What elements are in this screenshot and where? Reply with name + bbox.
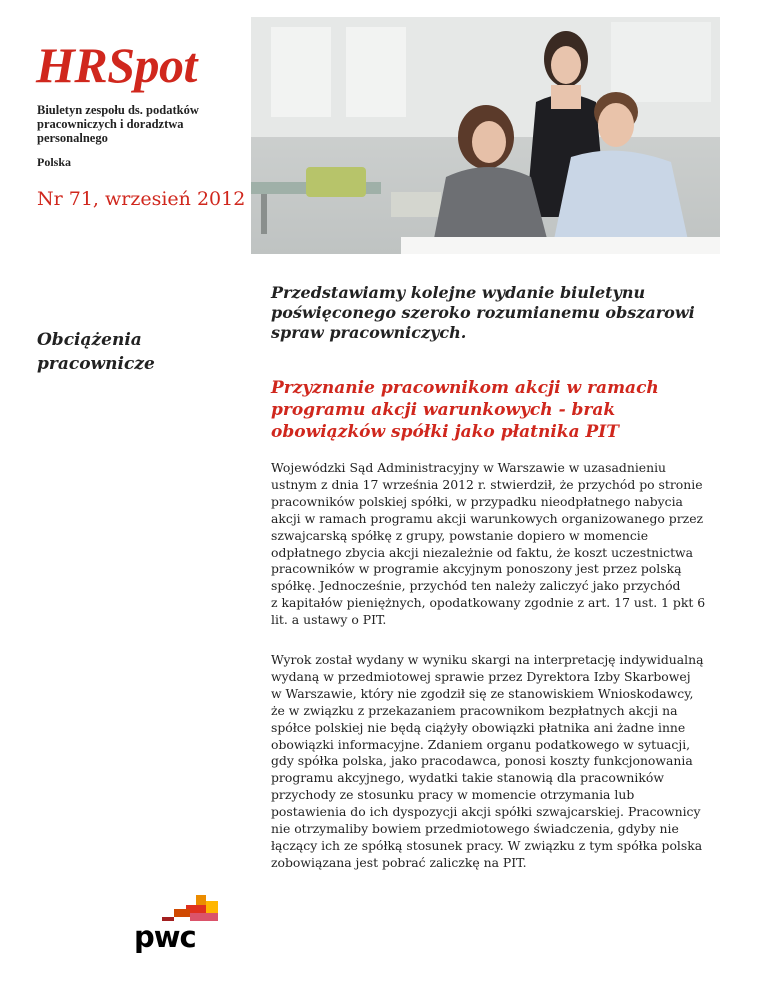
section-label: Obciążenia pracownicze bbox=[37, 330, 155, 374]
article-paragraph-2: Wyrok został wydany w wyniku skargi na interpretację indywidualną wydaną w przedmiotowej sprawie przez Dyrektora Izby Skarbowej w Warszawie, który nie zgodził się ze stanowiskiem Wnioskodawcy, że w związku z przekazaniem pracownikom bezpłatnych akcji na spółce polskiej nie będą ciążyły obowiązki płatnika ani żadne inne obowiązki informacyjne. Zdaniem organu podatkowego w sytuacji, gdy spółka polska, jako pracodawca, ponosi koszty funkcjonowania programu akcyjnego, wydatki takie stanowią dla pracowników przychody ze stosunku pracy w momencie otrzymania lub postawienia do ich dyspozycji akcji spółki szwajcarskiej. Pracownicy nie otrzymaliby bowiem przedmiotowego świadczenia, gdyby nie łączący ich ze spółką stosunek pracy. W związku z tym spółka polska zobowiązana jest pobrać zaliczkę na PIT. bbox=[271, 652, 704, 870]
header-photo bbox=[251, 17, 720, 254]
pwc-logo-text: pwc bbox=[134, 920, 196, 954]
brand-title: HRSpot bbox=[36, 37, 197, 93]
issue-number: Nr 71, wrzesień 2012 bbox=[37, 188, 246, 210]
country-label: Polska bbox=[37, 155, 72, 169]
intro-text: Przedstawiamy kolejne wydanie biuletynu poświęconego szeroko rozumianemu obszarowi spraw pracowniczych. bbox=[271, 283, 695, 342]
article-paragraph-1: Wojewódzki Sąd Administracyjny w Warszawie w uzasadnieniu ustnym z dnia 17 września 2012 r. stwierdził, że przychód po stronie pracowników polskiej spółki, w przypadku nieodpłatnego nabycia akcji w ramach programu akcji warunkowych organizowanego przez szwajcarską spółkę z grupy, powstanie dopiero w momencie odpłatnego zbycia akcji niezależnie od faktu, że koszt uczestnictwa pracowników w programie akcyjnym ponoszony jest przez polską spółkę. Jednocześnie, przychód ten należy zaliczyć jako przychód z kapitałów pieniężnych, opodatkowany zgodnie z art. 17 ust. 1 pkt 6 lit. a ustawy o PIT. bbox=[271, 460, 706, 628]
office-people-illustration bbox=[251, 17, 720, 254]
article-title: Przyznanie pracownikom akcji w ramach programu akcji warunkowych - brak obowiązków spółki jako płatnika PIT bbox=[271, 378, 659, 442]
brand-subtitle: Biuletyn zespołu ds. podatków pracowniczych i doradztwa personalnego bbox=[37, 103, 199, 145]
